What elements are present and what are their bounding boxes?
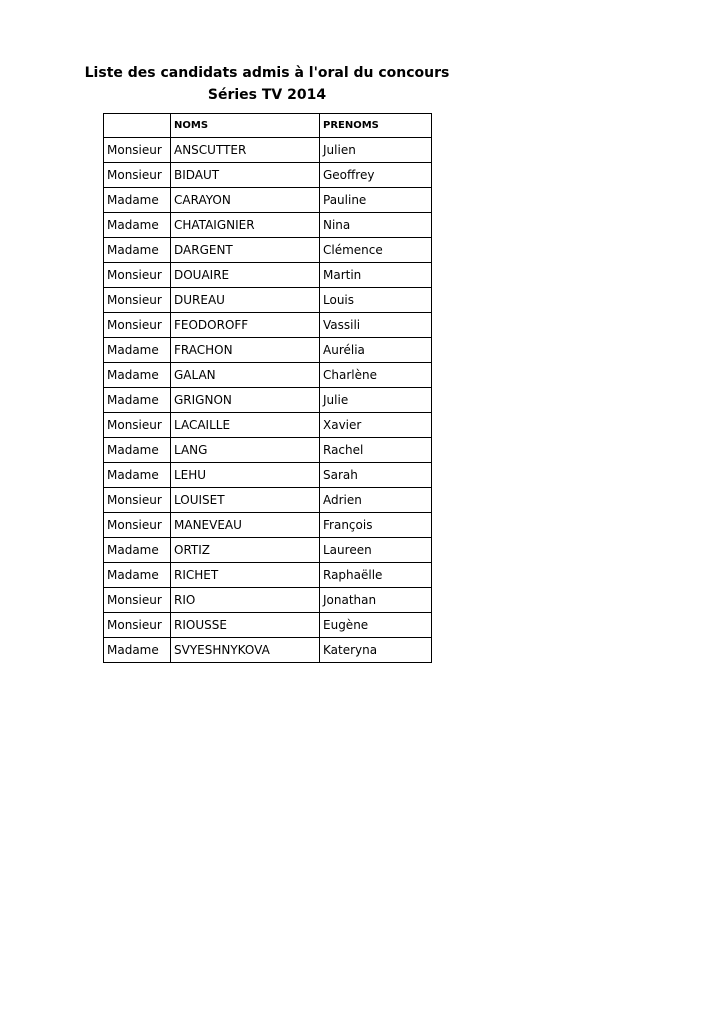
cell-nom: CHATAIGNIER xyxy=(171,213,320,238)
cell-prenom: Adrien xyxy=(320,488,432,513)
cell-nom: LEHU xyxy=(171,463,320,488)
cell-civility: Madame xyxy=(104,238,171,263)
table-row xyxy=(104,188,432,213)
header-civility xyxy=(104,114,171,138)
title-line-1: Liste des candidats admis à l'oral du concours xyxy=(84,65,450,81)
cell-civility: Monsieur xyxy=(104,488,171,513)
cell-prenom: Laureen xyxy=(320,538,432,563)
cell-civility: Monsieur xyxy=(104,138,171,163)
table-row xyxy=(104,438,432,463)
cell-civility: Monsieur xyxy=(104,413,171,438)
cell-civility: Monsieur xyxy=(104,263,171,288)
cell-nom: GRIGNON xyxy=(171,388,320,413)
cell-prenom: Julie xyxy=(320,388,432,413)
cell-nom: MANEVEAU xyxy=(171,513,320,538)
cell-nom: ANSCUTTER xyxy=(171,138,320,163)
table-row xyxy=(104,488,432,513)
table-body xyxy=(104,138,432,663)
table-row xyxy=(104,413,432,438)
cell-prenom: Raphaëlle xyxy=(320,563,432,588)
cell-civility: Madame xyxy=(104,463,171,488)
cell-prenom: Xavier xyxy=(320,413,432,438)
table-row xyxy=(104,163,432,188)
cell-civility: Monsieur xyxy=(104,588,171,613)
cell-nom: DUREAU xyxy=(171,288,320,313)
cell-prenom: Geoffrey xyxy=(320,163,432,188)
cell-civility: Madame xyxy=(104,388,171,413)
table-row xyxy=(104,638,432,663)
cell-nom: FRACHON xyxy=(171,338,320,363)
cell-nom: SVYESHNYKOVA xyxy=(171,638,320,663)
cell-nom: CARAYON xyxy=(171,188,320,213)
table-row xyxy=(104,213,432,238)
table-row xyxy=(104,513,432,538)
cell-prenom: Martin xyxy=(320,263,432,288)
cell-nom: GALAN xyxy=(171,363,320,388)
cell-nom: LACAILLE xyxy=(171,413,320,438)
cell-nom: LOUISET xyxy=(171,488,320,513)
cell-civility: Madame xyxy=(104,563,171,588)
candidates-table xyxy=(103,113,432,663)
cell-civility: Madame xyxy=(104,338,171,363)
cell-nom: LANG xyxy=(171,438,320,463)
cell-prenom: Jonathan xyxy=(320,588,432,613)
table-row xyxy=(104,613,432,638)
cell-prenom: Pauline xyxy=(320,188,432,213)
cell-civility: Madame xyxy=(104,538,171,563)
cell-prenom: Kateryna xyxy=(320,638,432,663)
table-row xyxy=(104,363,432,388)
cell-civility: Monsieur xyxy=(104,613,171,638)
cell-civility: Madame xyxy=(104,638,171,663)
cell-nom: RIOUSSE xyxy=(171,613,320,638)
table-row xyxy=(104,138,432,163)
cell-prenom: Rachel xyxy=(320,438,432,463)
table-row xyxy=(104,238,432,263)
table-row xyxy=(104,588,432,613)
cell-nom: BIDAUT xyxy=(171,163,320,188)
cell-nom: FEODOROFF xyxy=(171,313,320,338)
cell-nom: DARGENT xyxy=(171,238,320,263)
table-row xyxy=(104,338,432,363)
cell-nom: RIO xyxy=(171,588,320,613)
cell-civility: Madame xyxy=(104,213,171,238)
table-row xyxy=(104,288,432,313)
cell-civility: Monsieur xyxy=(104,288,171,313)
cell-prenom: Charlène xyxy=(320,363,432,388)
cell-nom: ORTIZ xyxy=(171,538,320,563)
cell-prenom: Clémence xyxy=(320,238,432,263)
table-row xyxy=(104,313,432,338)
title-line-2: Séries TV 2014 xyxy=(207,87,327,103)
cell-civility: Madame xyxy=(104,188,171,213)
cell-civility: Madame xyxy=(104,438,171,463)
table-row xyxy=(104,563,432,588)
cell-civility: Monsieur xyxy=(104,313,171,338)
table-header-row xyxy=(104,114,432,138)
cell-nom: RICHET xyxy=(171,563,320,588)
table-row xyxy=(104,388,432,413)
cell-civility: Madame xyxy=(104,363,171,388)
cell-prenom: Nina xyxy=(320,213,432,238)
table-row xyxy=(104,263,432,288)
cell-prenom: Louis xyxy=(320,288,432,313)
cell-prenom: Aurélia xyxy=(320,338,432,363)
header-prenoms: PRENOMS xyxy=(320,114,432,138)
cell-prenom: Sarah xyxy=(320,463,432,488)
cell-prenom: Julien xyxy=(320,138,432,163)
cell-prenom: François xyxy=(320,513,432,538)
header-noms: NOMS xyxy=(171,114,320,138)
cell-civility: Monsieur xyxy=(104,163,171,188)
cell-nom: DOUAIRE xyxy=(171,263,320,288)
cell-prenom: Eugène xyxy=(320,613,432,638)
document-title xyxy=(0,62,534,106)
cell-prenom: Vassili xyxy=(320,313,432,338)
table-row xyxy=(104,463,432,488)
cell-civility: Monsieur xyxy=(104,513,171,538)
table-row xyxy=(104,538,432,563)
